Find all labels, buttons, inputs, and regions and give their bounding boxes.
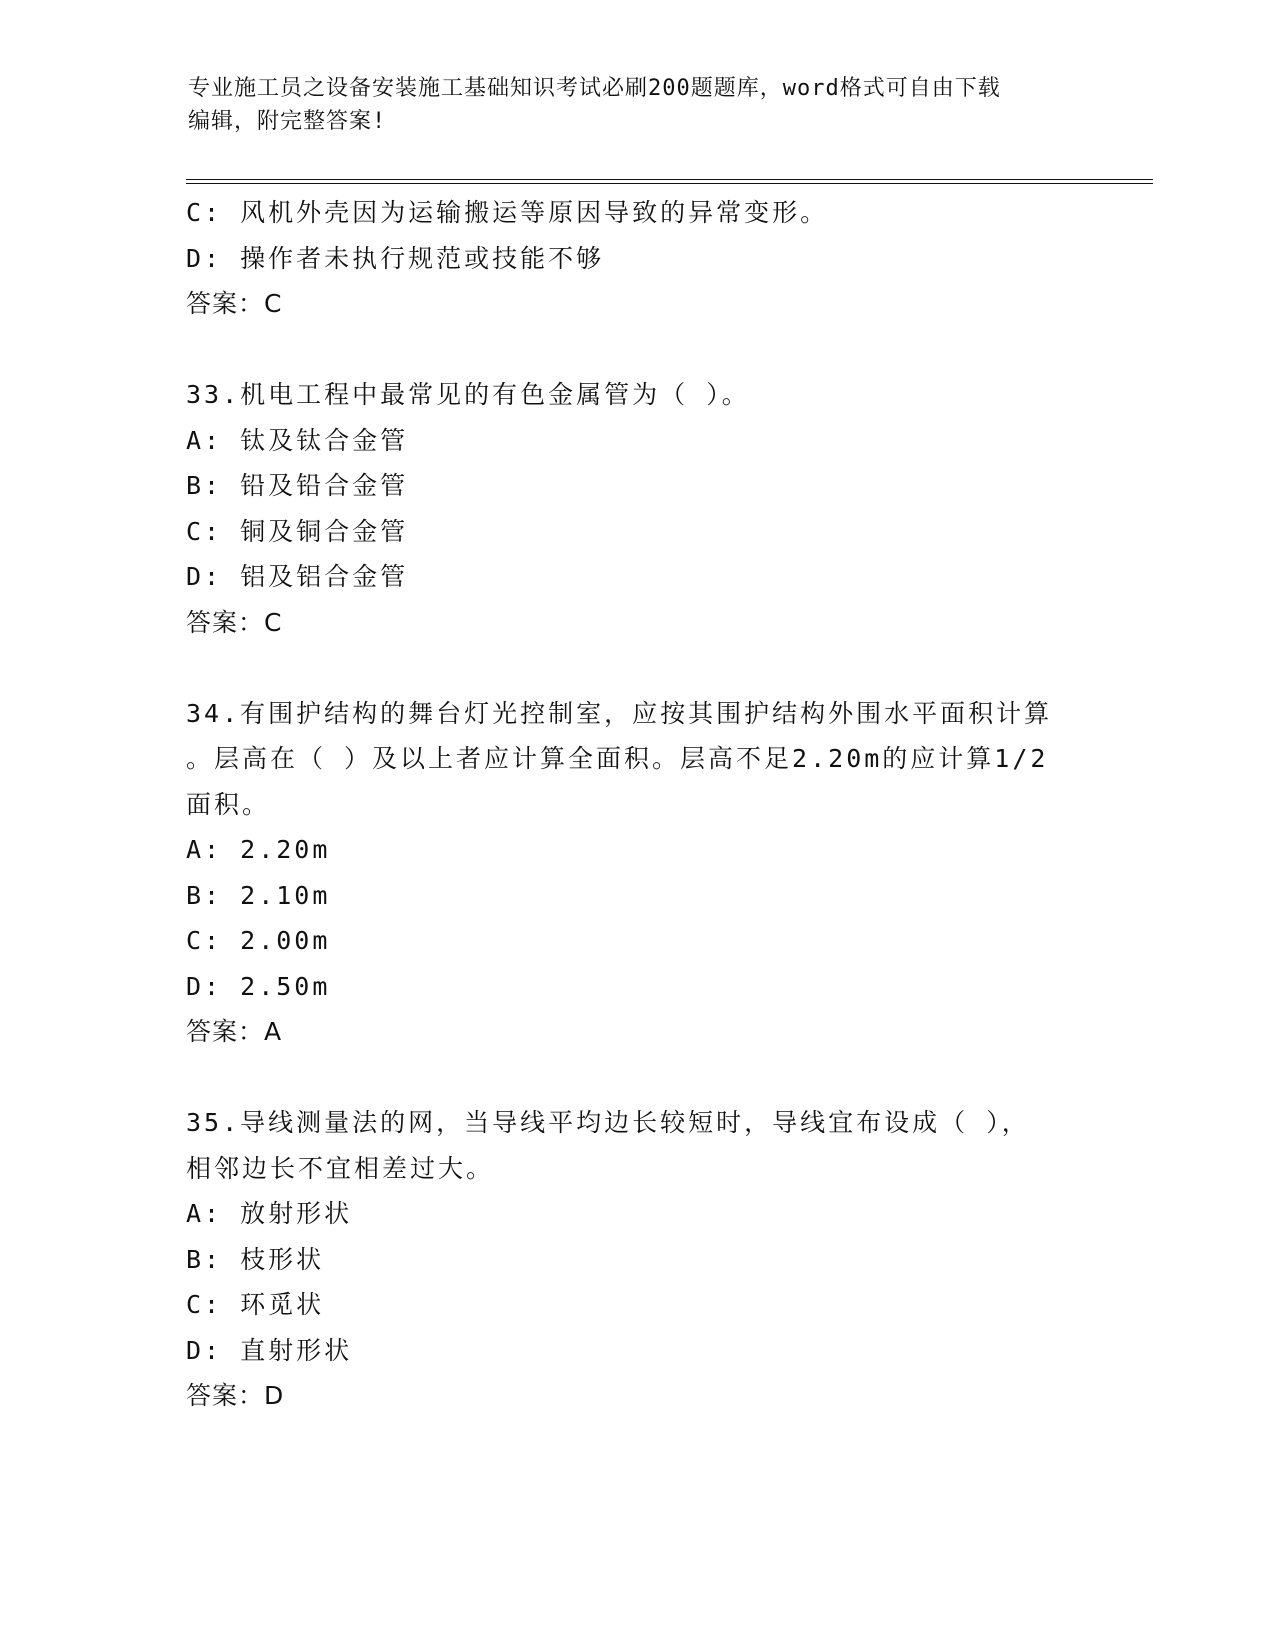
option-d: D: 操作者未执行规范或技能不够 — [186, 243, 605, 273]
question-33 — [186, 372, 1086, 645]
question-35 — [186, 1100, 1086, 1419]
header-line-1: 专业施工员之设备安装施工基础知识考试必刷200题题库，word格式可自由下载 — [188, 76, 1001, 101]
spacer — [186, 645, 1086, 691]
option-a: A: 2.20m — [186, 835, 331, 864]
question-34 — [186, 691, 1086, 1055]
option-b: B: 枝形状 — [186, 1244, 325, 1274]
option-d: D: 2.50m — [186, 971, 331, 1001]
question-stem-line-2: 相邻边长不宜相差过大。 — [186, 1153, 495, 1183]
header-rule-bottom — [186, 183, 1153, 184]
option-c: C: 环觅状 — [186, 1290, 325, 1319]
question-stem-line-1: 34.有围护结构的舞台灯光控制室，应按其围护结构外围水平面积计算 — [186, 698, 1053, 728]
question-stem: 33.机电工程中最常见的有色金属管为（ ）。 — [186, 380, 750, 409]
answer-line: 答案：C — [186, 289, 283, 318]
option-a: A: 放射形状 — [186, 1199, 353, 1228]
previous-question-tail — [186, 190, 1086, 327]
answer-line: 答案：C — [186, 607, 283, 637]
answer-line: 答案：A — [186, 1017, 283, 1046]
header-line-2: 编辑，附完整答案! — [188, 109, 387, 134]
option-c: C: 2.00m — [186, 926, 331, 955]
option-c: C: 铜及铜合金管 — [186, 516, 409, 546]
question-stem-line-2: 。层高在（ ）及以上者应计算全面积。层高不足2.20m的应计算1/2 — [186, 744, 1049, 773]
question-list — [186, 190, 1086, 1419]
question-stem-line-1: 35.导线测量法的网，当导线平均边长较短时，导线宜布设成（ ）， — [186, 1108, 1030, 1137]
option-a: A: 钛及钛合金管 — [186, 425, 409, 455]
question-stem-line-3: 面积。 — [186, 789, 271, 819]
document-header — [188, 72, 1088, 138]
header-rule-top — [186, 179, 1153, 180]
option-b: B: 铅及铅合金管 — [186, 471, 409, 500]
option-b: B: 2.10m — [186, 880, 331, 910]
spacer — [186, 1055, 1086, 1101]
spacer — [186, 327, 1086, 373]
answer-line: 答案：D — [186, 1381, 285, 1410]
option-d: D: 直射形状 — [186, 1335, 353, 1365]
option-d: D: 铝及铝合金管 — [186, 562, 409, 591]
option-c: C: 风机外壳因为运输搬运等原因导致的异常变形。 — [186, 198, 829, 227]
